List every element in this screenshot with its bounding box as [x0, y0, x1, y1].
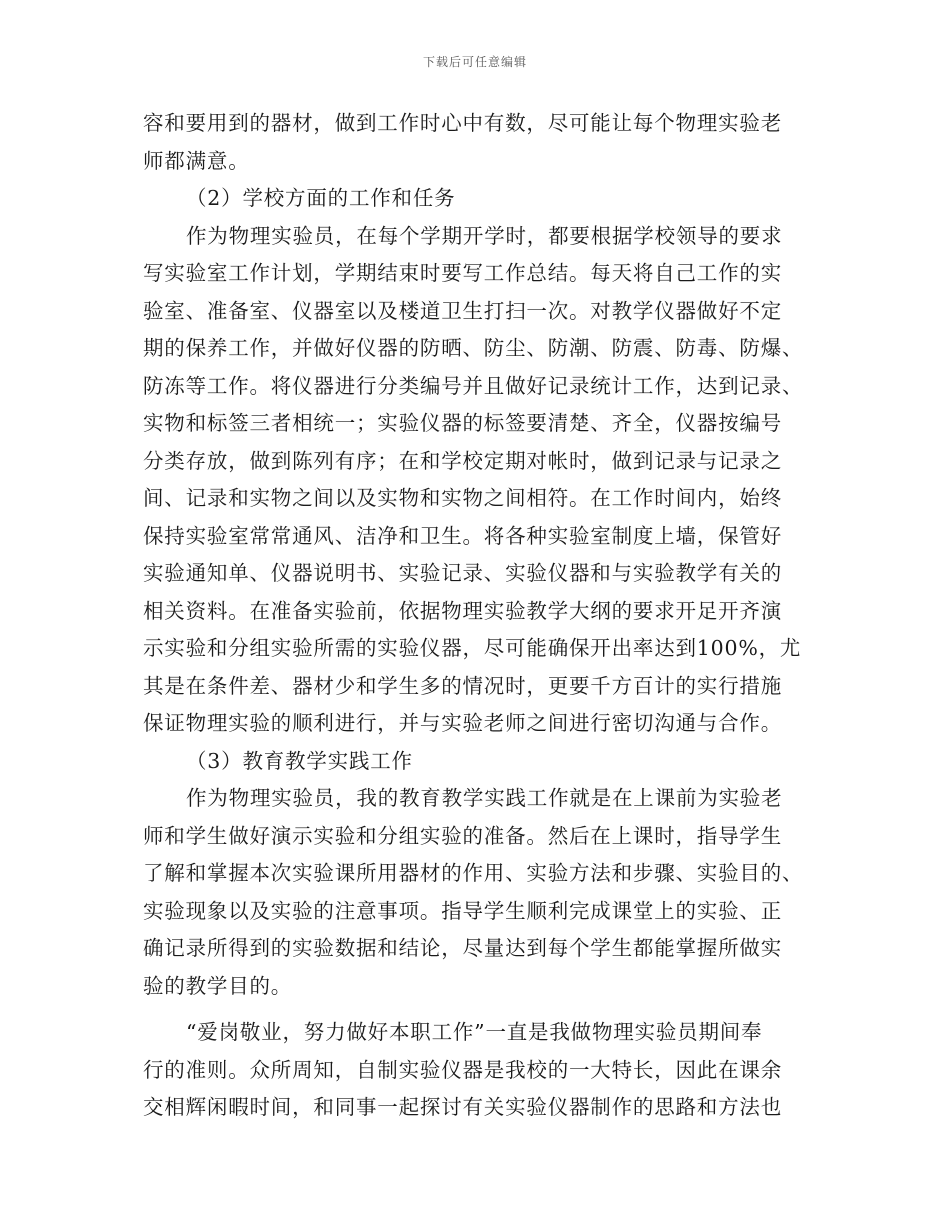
text-line: 作为物理实验员，在每个学期开学时，都要根据学校领导的要求	[186, 223, 783, 248]
text-line: 保证物理实验的顺利进行，并与实验老师之间进行密切沟通与合作。	[143, 711, 782, 735]
document-body	[143, 105, 808, 1127]
text-line: 期的保养工作，并做好仪器的防晒、防尘、防潮、防震、防毒、防爆、	[143, 336, 804, 360]
text-line: 写实验室工作计划，学期结束时要写工作总结。每天将自己工作的实	[143, 261, 782, 285]
text-line: 实验通知单、仪器说明书、实验记录、实验仪器和与实验教学有关的	[143, 561, 782, 585]
text-line: 保持实验室常常通风、洁净和卫生。将各种实验室制度上墙，保管好	[143, 523, 782, 548]
text-line: （3）教育教学实践工作	[186, 748, 413, 773]
text-line: 确记录所得到的实验数据和结论，尽量达到每个学生都能掌握所做实	[143, 936, 782, 960]
text-line: 实物和标签三者相统一；实验仪器的标签要清楚、齐全，仪器按编号	[143, 411, 782, 435]
text-line: 交相辉闲暇时间，和同事一起探讨有关实验仪器制作的思路和方法也	[143, 1095, 782, 1119]
text-line: 了解和掌握本次实验课所用器材的作用、实验方法和步骤、实验目的、	[143, 861, 804, 885]
text-line: 师和学生做好演示实验和分组实验的准备。然后在上课时，指导学生	[143, 823, 782, 848]
text-line: 作为物理实验员，我的教育教学实践工作就是在上课前为实验老	[186, 786, 783, 810]
text-line: 间、记录和实物之间以及实物和实物之间相符。在工作时间内，始终	[143, 486, 782, 510]
text-line: 示实验和分组实验所需的实验仪器，尽可能确保开出率达到100%，尤	[143, 636, 802, 660]
text-line: 行的准则。众所周知，自制实验仪器是我校的一大特长，因此在课余	[143, 1057, 782, 1082]
text-line: 验室、准备室、仪器室以及楼道卫生打扫一次。对教学仪器做好不定	[143, 298, 782, 323]
text-line: 防冻等工作。将仪器进行分类编号并且做好记录统计工作，达到记录、	[143, 373, 804, 398]
text-line: 实验现象以及实验的注意事项。指导学生顺利完成课堂上的实验、正	[143, 898, 782, 923]
text-line: （2）学校方面的工作和任务	[186, 186, 456, 210]
text-line: 验的教学目的。	[143, 973, 293, 998]
text-line: 相关资料。在准备实验前，依据物理实验教学大纲的要求开足开齐演	[143, 598, 782, 623]
text-line: 其是在条件差、器材少和学生多的情况时，更要千方百计的实行措施	[143, 673, 782, 698]
text-line: 分类存放，做到陈列有序；在和学校定期对帐时，做到记录与记录之	[143, 448, 782, 473]
text-line: 容和要用到的器材，做到工作时心中有数，尽可能让每个物理实验老	[143, 111, 782, 135]
text-line: “爱岗敬业，努力做好本职工作”一直是我做物理实验员期间奉	[186, 1020, 763, 1044]
text-line: 师都满意。	[143, 148, 250, 173]
page-header: 下载后可任意编辑	[422, 55, 527, 69]
paragraph-gap	[143, 1005, 808, 1014]
